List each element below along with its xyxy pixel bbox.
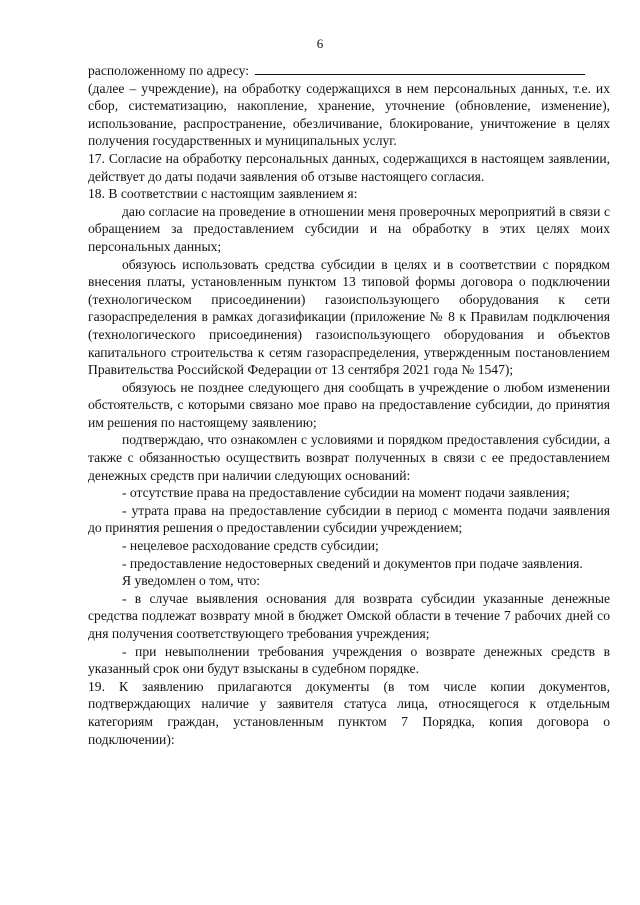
return-ground-3: - нецелевое расходование средств субсидии; <box>122 538 379 554</box>
address-line-paragraph <box>88 62 610 80</box>
return-ground-1: - отсутствие права на предоставление субсидии на момент подачи заявления; <box>122 485 570 501</box>
return-ground-2: - утрата права на предоставление субсидии в период с момента подачи заявления до принятия решения о предоставлении субсидии учреждением; <box>88 502 610 536</box>
paragraph-18-consent: даю согласие на проведение в отношении меня проверочных мероприятий в связи с обращением за предоставлением субсидии и на обработку в этих целях моих персональных данных; <box>88 203 610 254</box>
notified-item-2: - при невыполнении требования учреждения о возврате денежных средств в указанный срок они будут взысканы в судебном порядке. <box>88 643 610 677</box>
notified-item-1: - в случае выявления основания для возврата субсидии указанные денежные средства подлежат возврату мной в бюджет Омской области в течение 7 рабочих дней со дня получения соответствующего требования учреждения; <box>88 590 610 641</box>
notified-intro: Я уведомлен о том, что: <box>122 573 261 589</box>
consent-processing-paragraph: (далее – учреждение), на обработку содержащихся в нем персональных данных, т.е. их сбор, систематизацию, накопление, хранение, уточнение (обновление, изменение), использование, распространение, обезличивание, блокирование, уничтожение в целях получения государственных и муниципальных услуг. <box>88 80 610 149</box>
address-prefix: расположенному по адресу: <box>88 63 249 78</box>
paragraph-18-confirm: подтверждаю, что ознакомлен с условиями и порядком предоставления субсидии, а также с обязанностью осуществить возврат полученных в связи с ее предоставлением денежных средств при наличии следующих оснований: <box>88 432 610 483</box>
paragraph-18-obligation-use: обязуюсь использовать средства субсидии в целях и в соответствии с порядком внесения платы, установленным пунктом 13 типовой формы договора о подключении (технологическом присоединении) газоиспользующего оборудования к сети газораспределения в рамках догазификации (приложение № 8 к Правилам подключения (технологического присоединения) газоиспользующего оборудования и объектов капитального строительства к сетям газораспределения, утвержденным постановлением Правительства Российской Федерации от 13 сентября 2021 года № 1547); <box>88 256 610 378</box>
paragraph-17: 17. Согласие на обработку персональных данных, содержащихся в настоящем заявлении, действует до даты подачи заявления об отзыве настоящего согласия. <box>88 150 610 184</box>
paragraph-18: 18. В соответствии с настоящим заявлением я: <box>88 186 358 202</box>
return-ground-4: - предоставление недостоверных сведений и документов при подаче заявления. <box>122 555 583 571</box>
paragraph-18-obligation-notify: обязуюсь не позднее следующего дня сообщать в учреждение о любом изменении обстоятельств, с которыми связано мое право на предоставление субсидии, до принятия им решения по настоящему заявлению; <box>88 379 610 430</box>
paragraph-19: 19. К заявлению прилагаются документы (в том числе копии документов, подтверждающих наличие у заявителя статуса лица, относящегося к отдельным категориям граждан, установленным пунктом 7 Порядка, копия договора о подключении): <box>88 678 610 747</box>
document-body <box>88 62 610 748</box>
page-number: 6 <box>316 36 324 51</box>
address-blank-line <box>255 62 585 75</box>
